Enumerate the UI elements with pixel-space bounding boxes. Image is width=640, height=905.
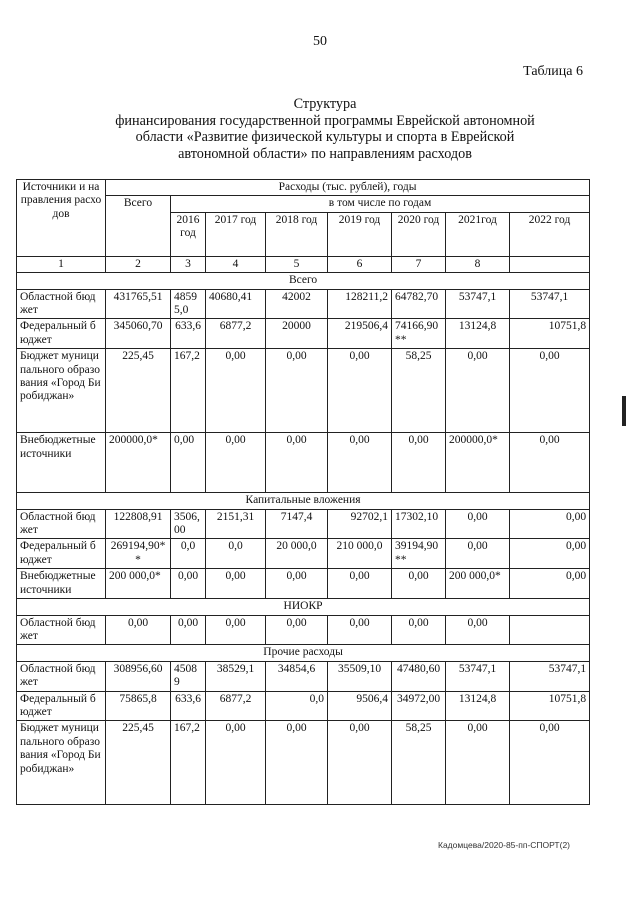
cell-value: 0,00 xyxy=(446,615,510,645)
cell-value: 0,00 xyxy=(328,569,392,599)
cell-value: 6877,2 xyxy=(206,691,266,721)
row-label: Федеральный бюджет xyxy=(17,691,106,721)
table-label: Таблица 6 xyxy=(523,64,583,79)
cell-value: 58,25 xyxy=(392,721,446,805)
column-numbers-row xyxy=(17,256,590,272)
header-expenses: Расходы (тыс. рублей), годы xyxy=(106,180,590,196)
cell-value: 58,25 xyxy=(392,349,446,433)
cell-value: 633,6 xyxy=(171,319,206,349)
cell-value: 0,00 xyxy=(328,349,392,433)
row-label: Федеральный бюджет xyxy=(17,319,106,349)
cell-value: 0,0 xyxy=(266,691,328,721)
cell-value: 0,00 xyxy=(446,509,510,539)
table-row xyxy=(17,721,590,805)
cell-value xyxy=(510,615,590,645)
row-total: 0,00 xyxy=(106,615,171,645)
cell-value: 2151,31 xyxy=(206,509,266,539)
cell-value: 53747,1 xyxy=(510,661,590,691)
row-total: 200 000,0* xyxy=(106,569,171,599)
cell-value: 20000 xyxy=(266,319,328,349)
title-line: автономной области» по направлениям расходов xyxy=(178,145,472,162)
title-line: финансирования государственной программы Еврейской автономной xyxy=(115,112,535,129)
row-total: 269194,90** xyxy=(106,539,171,569)
cell-value: 200000,0* xyxy=(446,433,510,493)
cell-value: 35509,10 xyxy=(328,661,392,691)
cell-value: 0,0 xyxy=(206,539,266,569)
cell-value: 3506,00 xyxy=(171,509,206,539)
cell-value: 53747,1 xyxy=(446,289,510,319)
cell-value: 0,0 xyxy=(171,539,206,569)
scan-edge-mark xyxy=(622,396,626,426)
cell-value: 0,00 xyxy=(266,433,328,493)
cell-value: 167,2 xyxy=(171,349,206,433)
cell-value: 64782,70 xyxy=(392,289,446,319)
cell-value: 0,00 xyxy=(328,433,392,493)
header-year: 2016 год xyxy=(171,212,206,256)
row-total: 200000,0* xyxy=(106,433,171,493)
table-row xyxy=(17,319,590,349)
cell-value: 34854,6 xyxy=(266,661,328,691)
section-title: НИОКР xyxy=(17,599,590,615)
cell-value: 0,00 xyxy=(510,721,590,805)
table-row xyxy=(17,539,590,569)
cell-value: 10751,8 xyxy=(510,691,590,721)
header-year: 2022 год xyxy=(510,212,590,256)
cell-value: 0,00 xyxy=(206,349,266,433)
title-line: области «Развитие физической культуры и спорта в Еврейской xyxy=(135,129,515,145)
cell-value: 74166,90** xyxy=(392,319,446,349)
column-number: 1 xyxy=(17,256,106,272)
header-year: 2018 год xyxy=(266,212,328,256)
section-row xyxy=(17,645,590,661)
cell-value: 0,00 xyxy=(392,569,446,599)
table-row xyxy=(17,615,590,645)
header-including: в том числе по годам xyxy=(171,196,590,212)
cell-value: 53747,1 xyxy=(446,661,510,691)
row-label: Внебюджетные источники xyxy=(17,569,106,599)
header-year: 2019 год xyxy=(328,212,392,256)
cell-value: 0,00 xyxy=(206,721,266,805)
cell-value: 0,00 xyxy=(206,615,266,645)
cell-value: 7147,4 xyxy=(266,509,328,539)
cell-value: 0,00 xyxy=(328,721,392,805)
cell-value: 45089 xyxy=(171,661,206,691)
row-total: 122808,91 xyxy=(106,509,171,539)
cell-value: 0,00 xyxy=(266,569,328,599)
table-row xyxy=(17,509,590,539)
cell-value: 0,00 xyxy=(446,721,510,805)
cell-value: 0,00 xyxy=(510,569,590,599)
cell-value: 0,00 xyxy=(510,349,590,433)
header-year: 2017 год xyxy=(206,212,266,256)
cell-value: 0,00 xyxy=(266,349,328,433)
header-total: Всего xyxy=(106,196,171,256)
column-number: 7 xyxy=(392,256,446,272)
cell-value: 0,00 xyxy=(392,433,446,493)
row-label: Бюджет муниципального образования «Город Биробиджан» xyxy=(17,349,106,433)
financing-table xyxy=(16,179,590,805)
document-title xyxy=(90,96,560,162)
row-label: Федеральный бюджет xyxy=(17,539,106,569)
column-number: 5 xyxy=(266,256,328,272)
cell-value: 20 000,0 xyxy=(266,539,328,569)
cell-value: 13124,8 xyxy=(446,691,510,721)
column-number: 2 xyxy=(106,256,171,272)
section-row xyxy=(17,493,590,509)
column-number: 8 xyxy=(446,256,510,272)
cell-value: 53747,1 xyxy=(510,289,590,319)
header-year: 2020 год xyxy=(392,212,446,256)
cell-value: 17302,10 xyxy=(392,509,446,539)
table-row xyxy=(17,661,590,691)
cell-value: 0,00 xyxy=(171,615,206,645)
cell-value: 0,00 xyxy=(171,433,206,493)
row-label: Областной бюджет xyxy=(17,509,106,539)
cell-value: 0,00 xyxy=(266,615,328,645)
cell-value: 210 000,0 xyxy=(328,539,392,569)
cell-value: 92702,1 xyxy=(328,509,392,539)
column-number xyxy=(510,256,590,272)
section-row xyxy=(17,273,590,289)
row-total: 308956,60 xyxy=(106,661,171,691)
header-year: 2021год xyxy=(446,212,510,256)
column-number: 3 xyxy=(171,256,206,272)
cell-value: 0,00 xyxy=(171,569,206,599)
row-total: 225,45 xyxy=(106,349,171,433)
row-total: 75865,8 xyxy=(106,691,171,721)
table-row xyxy=(17,289,590,319)
cell-value: 39194,90** xyxy=(392,539,446,569)
row-label: Областной бюджет xyxy=(17,661,106,691)
cell-value: 633,6 xyxy=(171,691,206,721)
cell-value: 0,00 xyxy=(510,433,590,493)
row-label: Внебюджетные источники xyxy=(17,433,106,493)
cell-value: 0,00 xyxy=(392,615,446,645)
row-total: 431765,51 xyxy=(106,289,171,319)
row-label: Областной бюджет xyxy=(17,289,106,319)
row-total: 225,45 xyxy=(106,721,171,805)
column-number: 4 xyxy=(206,256,266,272)
row-label: Областной бюджет xyxy=(17,615,106,645)
cell-value: 167,2 xyxy=(171,721,206,805)
cell-value: 219506,4 xyxy=(328,319,392,349)
cell-value: 40680,41 xyxy=(206,289,266,319)
cell-value: 128211,2 xyxy=(328,289,392,319)
table-row xyxy=(17,349,590,433)
section-row xyxy=(17,599,590,615)
cell-value: 38529,1 xyxy=(206,661,266,691)
page-number: 50 xyxy=(313,34,327,49)
title-line: Структура xyxy=(293,96,357,112)
cell-value: 0,00 xyxy=(446,349,510,433)
table-row xyxy=(17,691,590,721)
cell-value: 13124,8 xyxy=(446,319,510,349)
cell-value: 9506,4 xyxy=(328,691,392,721)
cell-value: 0,00 xyxy=(446,539,510,569)
table-row xyxy=(17,569,590,599)
cell-value: 0,00 xyxy=(206,433,266,493)
cell-value: 10751,8 xyxy=(510,319,590,349)
cell-value: 47480,60 xyxy=(392,661,446,691)
cell-value: 0,00 xyxy=(510,539,590,569)
table-row xyxy=(17,433,590,493)
header-sources: Источники и направления расходов xyxy=(17,180,106,257)
row-label: Бюджет муниципального образования «Город Биробиджан» xyxy=(17,721,106,805)
footer-reference: Кадомцева/2020-85-пп-СПОРТ(2) xyxy=(438,840,571,850)
section-title: Прочие расходы xyxy=(17,645,590,661)
cell-value: 200 000,0* xyxy=(446,569,510,599)
section-title: Всего xyxy=(17,273,590,289)
cell-value: 0,00 xyxy=(266,721,328,805)
cell-value: 0,00 xyxy=(206,569,266,599)
cell-value: 48595,0 xyxy=(171,289,206,319)
cell-value: 6877,2 xyxy=(206,319,266,349)
row-total: 345060,70 xyxy=(106,319,171,349)
column-number: 6 xyxy=(328,256,392,272)
cell-value: 0,00 xyxy=(328,615,392,645)
cell-value: 0,00 xyxy=(510,509,590,539)
cell-value: 42002 xyxy=(266,289,328,319)
section-title: Капитальные вложения xyxy=(17,493,590,509)
cell-value: 34972,00 xyxy=(392,691,446,721)
